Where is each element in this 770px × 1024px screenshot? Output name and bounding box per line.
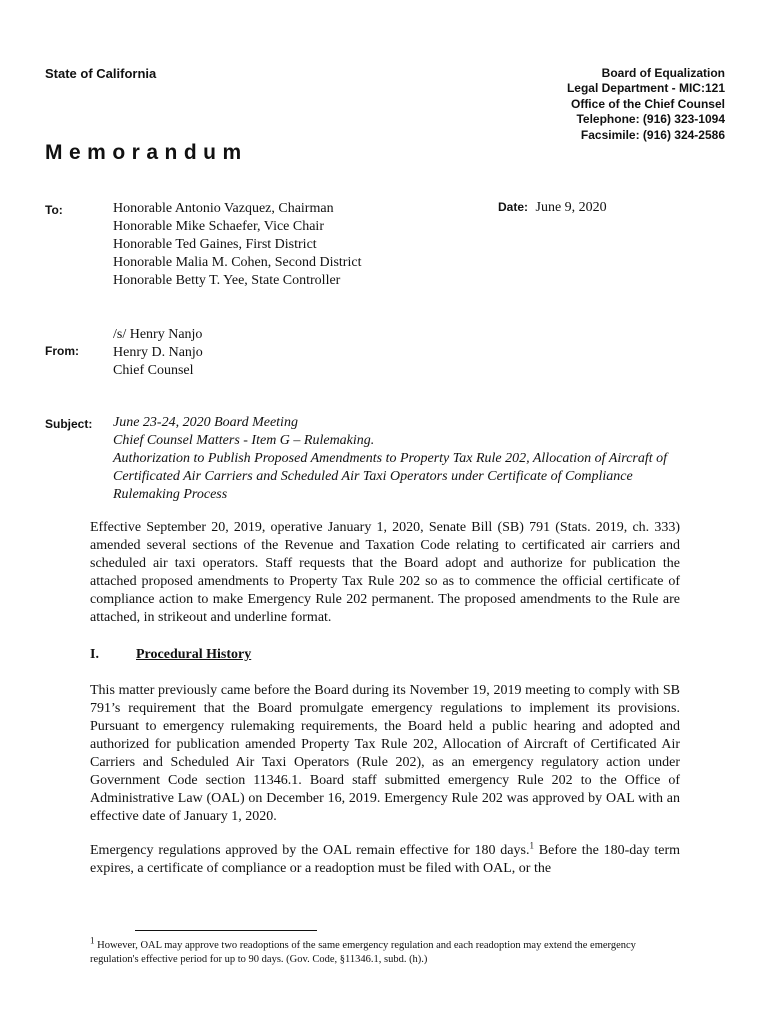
paragraph-text: Before the 180-day term expires, a certificate of compliance or a readoption must be filed with OAL, or the <box>90 843 680 876</box>
footnote-reference: 1 <box>529 840 534 851</box>
section-heading <box>90 647 251 663</box>
footnote-number: 1 <box>90 935 95 946</box>
intro-paragraph: Effective September 20, 2019, operative January 1, 2020, Senate Bill (SB) 791 (Stats. 2019, ch. 333) amended several sections of the Revenue and Taxation Code relating to certificated air carriers and scheduled air taxi operators. Staff requests that the Board adopt and authorize for publication the attached proposed amendments to Property Tax Rule 202 so as to commence the official certificate of compliance action to make Emergency Rule 202 permanent. The proposed amendments to the Rule are attached, in strikeout and underline format. <box>90 520 680 625</box>
state-of-california-label: State of California <box>45 66 157 81</box>
memorandum-title: Memorandum <box>45 141 248 164</box>
recipient: Honorable Mike Schaefer, Vice Chair <box>113 219 324 234</box>
footnote-text: However, OAL may approve two readoptions of the same emergency regulation and each readoption may extend the emergency regulation's effective period for up to 90 days. (Gov. Code, §11346.1, subd. (h).) <box>90 940 636 965</box>
footnote-divider <box>135 930 317 931</box>
section-title: Procedural History <box>136 647 252 662</box>
recipient: Honorable Malia M. Cohen, Second District <box>113 255 362 270</box>
subject-line: Chief Counsel Matters - Item G – Rulemaking. <box>113 433 375 448</box>
sender-name: Henry D. Nanjo <box>113 345 203 360</box>
recipient: Honorable Betty T. Yee, State Controller <box>113 273 341 288</box>
footnote <box>90 935 686 967</box>
sender-block <box>113 326 203 380</box>
from-label: From: <box>45 344 79 358</box>
emergency-regulations-paragraph <box>90 842 680 878</box>
date-value: June 9, 2020 <box>535 200 607 215</box>
section-number: I. <box>90 647 99 662</box>
org-telephone: Telephone: (916) 323-1094 <box>576 112 725 127</box>
org-department: Legal Department - MIC:121 <box>566 81 725 96</box>
subject-line: June 23-24, 2020 Board Meeting <box>113 415 298 430</box>
org-office: Office of the Chief Counsel <box>570 96 725 111</box>
memo-date <box>498 200 607 216</box>
recipient: Honorable Ted Gaines, First District <box>113 237 317 252</box>
sender-title: Chief Counsel <box>113 363 194 378</box>
subject-block <box>113 414 683 504</box>
paragraph-text: Emergency regulations approved by the OAL remain effective for 180 days. <box>90 843 530 858</box>
org-facsimile: Facsimile: (916) 324-2586 <box>580 127 725 142</box>
date-label: Date: <box>498 200 529 214</box>
to-label: To: <box>45 203 63 217</box>
org-name: Board of Equalization <box>601 66 725 80</box>
procedural-history-paragraph: This matter previously came before the Board during its November 19, 2019 meeting to comply with SB 791’s requirement that the Board promulgate emergency regulations to implement its provisions. Pursuant to emergency rulemaking requirements, the Board held a public hearing and adopted and authorized for publication amended Property Tax Rule 202, Allocation of Aircraft of Certificated Air Carriers and Scheduled Air Taxi Operators (Rule 202), as an emergency regulatory action under Government Code section 11346.1. Board staff submitted emergency Rule 202 to the Office of Administrative Law (OAL) on December 16, 2019. Emergency Rule 202 was approved by OAL with an effective date of January 1, 2020. <box>90 683 680 824</box>
recipient: Honorable Antonio Vazquez, Chairman <box>113 201 334 216</box>
subject-line: Authorization to Publish Proposed Amendments to Property Tax Rule 202, Allocation of Aircraft of Certificated Air Carriers and Scheduled Air Taxi Operators under Certificate of Compliance Rulemaking Process <box>113 451 668 502</box>
recipient-list <box>113 200 361 290</box>
subject-label: Subject: <box>45 417 93 431</box>
sender-signature: /s/ Henry Nanjo <box>113 327 203 342</box>
office-contact-block <box>567 66 725 143</box>
